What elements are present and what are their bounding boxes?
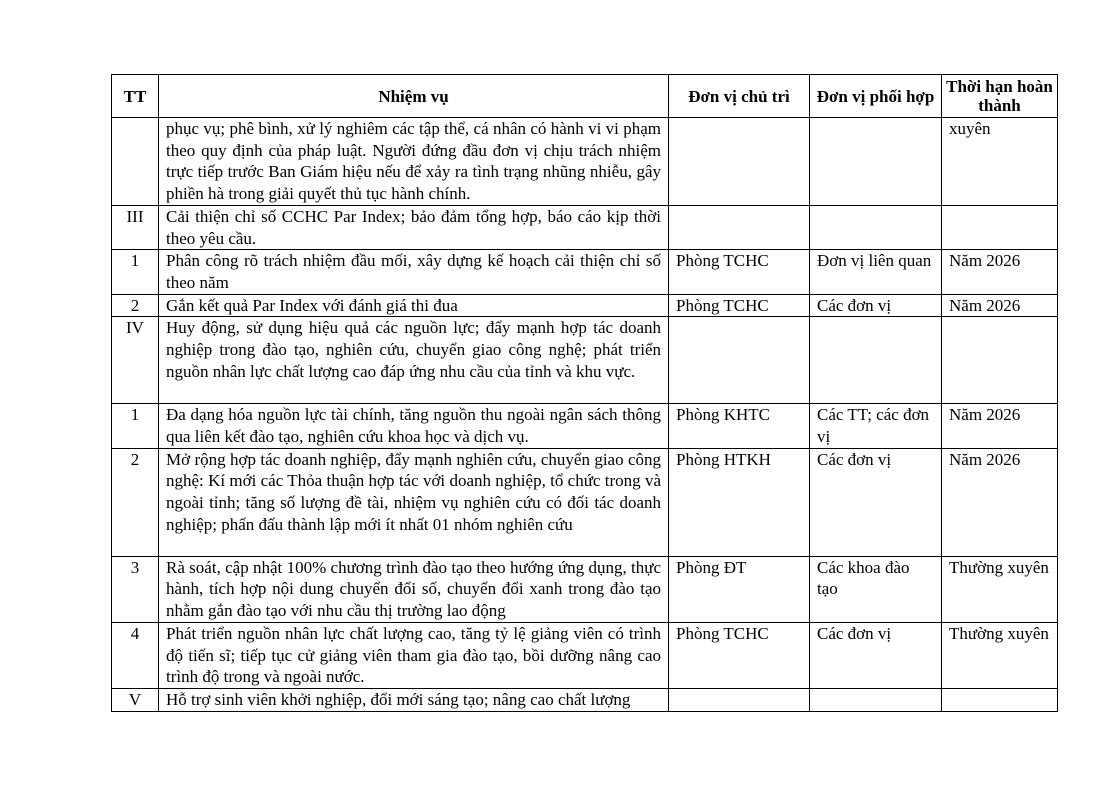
table-row bbox=[112, 556, 1058, 622]
row-lead-unit bbox=[669, 205, 810, 249]
table-row bbox=[112, 622, 1058, 688]
row-coordinating-unit: Các đơn vị bbox=[810, 622, 942, 688]
row-tt bbox=[112, 118, 159, 206]
table-row bbox=[112, 448, 1058, 556]
table-row bbox=[112, 250, 1058, 294]
row-tt: 2 bbox=[112, 448, 159, 556]
header-lead-unit: Đơn vị chủ trì bbox=[669, 75, 810, 118]
row-coordinating-unit: Các đơn vị bbox=[810, 448, 942, 556]
row-deadline bbox=[942, 205, 1058, 249]
header-deadline: Thời hạn hoàn thành bbox=[942, 75, 1058, 118]
row-coordinating-unit bbox=[810, 688, 942, 711]
row-coordinating-unit bbox=[810, 205, 942, 249]
row-tt: V bbox=[112, 688, 159, 711]
row-deadline: Thường xuyên bbox=[942, 556, 1058, 622]
row-lead-unit: Phòng ĐT bbox=[669, 556, 810, 622]
table-row bbox=[112, 404, 1058, 448]
row-deadline: Năm 2026 bbox=[942, 404, 1058, 448]
row-task: Đa dạng hóa nguồn lực tài chính, tăng nguồn thu ngoài ngân sách thông qua liên kết đào tạo, nghiên cứu khoa học và dịch vụ. bbox=[159, 404, 669, 448]
row-lead-unit bbox=[669, 688, 810, 711]
row-tt: III bbox=[112, 205, 159, 249]
row-tt: 1 bbox=[112, 404, 159, 448]
row-coordinating-unit bbox=[810, 118, 942, 206]
table-row bbox=[112, 688, 1058, 711]
row-task: Gắn kết quả Par Index với đánh giá thi đua bbox=[159, 294, 669, 317]
row-tt: 3 bbox=[112, 556, 159, 622]
row-lead-unit: Phòng HTKH bbox=[669, 448, 810, 556]
row-task: Rà soát, cập nhật 100% chương trình đào tạo theo hướng ứng dụng, thực hành, tích hợp nội dung chuyển đổi số, chuyển đổi xanh trong đào tạo nhằm gắn đào tạo với nhu cầu thị trường lao động bbox=[159, 556, 669, 622]
table-header-row bbox=[112, 75, 1058, 118]
header-task: Nhiệm vụ bbox=[159, 75, 669, 118]
row-deadline: Năm 2026 bbox=[942, 448, 1058, 556]
row-coordinating-unit bbox=[810, 317, 942, 404]
table-row bbox=[112, 118, 1058, 206]
row-tt: 4 bbox=[112, 622, 159, 688]
row-tt: 2 bbox=[112, 294, 159, 317]
row-task: Mở rộng hợp tác doanh nghiệp, đẩy mạnh nghiên cứu, chuyển giao công nghệ: Kí mới các Thỏa thuận hợp tác với doanh nghiệp, tổ chức trong và ngoài tỉnh; tăng số lượng đề tài, nhiệm vụ nghiên cứu có đối tác doanh nghiệp; phấn đấu thành lập mới ít nhất 01 nhóm nghiên cứu bbox=[159, 448, 669, 556]
table-row bbox=[112, 294, 1058, 317]
row-coordinating-unit: Các TT; các đơn vị bbox=[810, 404, 942, 448]
row-coordinating-unit: Các đơn vị bbox=[810, 294, 942, 317]
header-tt: TT bbox=[112, 75, 159, 118]
row-lead-unit bbox=[669, 118, 810, 206]
row-task: phục vụ; phê bình, xử lý nghiêm các tập thể, cá nhân có hành vi vi phạm theo quy định của pháp luật. Người đứng đầu đơn vị chịu trách nhiệm trực tiếp trước Ban Giám hiệu nếu để xảy ra tình trạng nhũng nhiễu, gây phiền hà trong giải quyết thủ tục hành chính. bbox=[159, 118, 669, 206]
row-deadline: Năm 2026 bbox=[942, 250, 1058, 294]
row-deadline: xuyên bbox=[942, 118, 1058, 206]
row-lead-unit bbox=[669, 317, 810, 404]
row-lead-unit: Phòng KHTC bbox=[669, 404, 810, 448]
table-row bbox=[112, 317, 1058, 404]
row-deadline: Năm 2026 bbox=[942, 294, 1058, 317]
row-deadline bbox=[942, 688, 1058, 711]
row-task: Phân công rõ trách nhiệm đầu mối, xây dựng kế hoạch cải thiện chỉ số theo năm bbox=[159, 250, 669, 294]
row-lead-unit: Phòng TCHC bbox=[669, 622, 810, 688]
row-deadline bbox=[942, 317, 1058, 404]
row-task: Hỗ trợ sinh viên khởi nghiệp, đổi mới sáng tạo; nâng cao chất lượng bbox=[159, 688, 669, 711]
row-task: Huy động, sử dụng hiệu quả các nguồn lực; đẩy mạnh hợp tác doanh nghiệp trong đào tạo, nghiên cứu, chuyển giao công nghệ; phát triển nguồn nhân lực chất lượng cao đáp ứng nhu cầu của tỉnh và khu vực. bbox=[159, 317, 669, 404]
row-tt: IV bbox=[112, 317, 159, 404]
row-coordinating-unit: Các khoa đào tạo bbox=[810, 556, 942, 622]
row-coordinating-unit: Đơn vị liên quan bbox=[810, 250, 942, 294]
row-task: Phát triển nguồn nhân lực chất lượng cao, tăng tỷ lệ giảng viên có trình độ tiến sĩ; tiếp tục cử giảng viên tham gia đào tạo, bồi dưỡng nâng cao trình độ trong và ngoài nước. bbox=[159, 622, 669, 688]
row-task: Cải thiện chỉ số CCHC Par Index; bảo đảm tổng hợp, báo cáo kịp thời theo yêu cầu. bbox=[159, 205, 669, 249]
row-lead-unit: Phòng TCHC bbox=[669, 294, 810, 317]
row-deadline: Thường xuyên bbox=[942, 622, 1058, 688]
task-table bbox=[111, 74, 1058, 712]
row-tt: 1 bbox=[112, 250, 159, 294]
row-lead-unit: Phòng TCHC bbox=[669, 250, 810, 294]
table-row bbox=[112, 205, 1058, 249]
header-coordinating-unit: Đơn vị phối hợp bbox=[810, 75, 942, 118]
